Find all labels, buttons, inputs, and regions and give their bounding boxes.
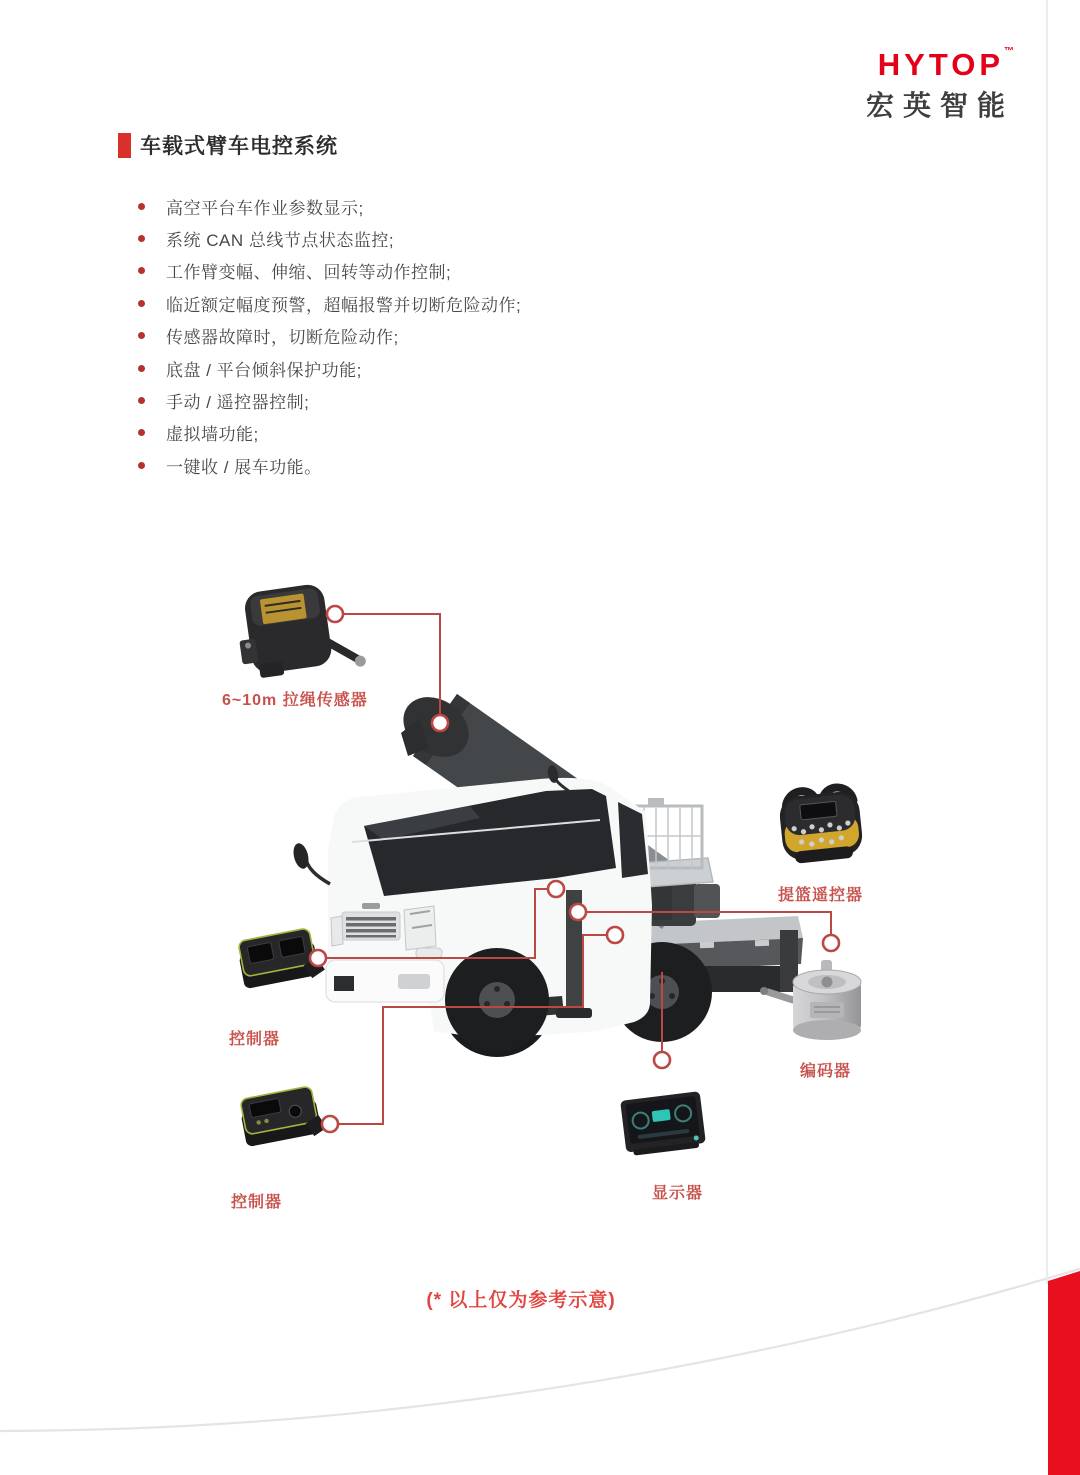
feature-text: 高空平台车作业参数显示; — [166, 198, 364, 218]
brand-chinese-name: 宏英智能 — [865, 90, 1014, 122]
feature-text: 手动 / 遥控器控制; — [166, 393, 310, 413]
brand-text: HYTOP — [877, 47, 1004, 82]
component-label-basket-remote: 提篮遥控器 — [778, 887, 864, 904]
reference-note: (* 以上仅为参考示意) — [426, 1290, 616, 1311]
trademark-symbol: ™ — [1004, 46, 1014, 57]
component-label-controller-lower: 控制器 — [231, 1194, 283, 1211]
feature-text: 虚拟墙功能; — [166, 425, 259, 445]
corner-accent — [1048, 1271, 1080, 1475]
remote-illustration — [777, 785, 864, 865]
feature-text: 一键收 / 展车功能。 — [166, 457, 322, 477]
feature-text: 临近额定幅度预警，超幅报警并切断危险动作; — [166, 295, 522, 315]
connector-node-display — [654, 1052, 670, 1068]
connector-node-rope-sensor — [327, 606, 343, 622]
connector-node-encoder — [823, 935, 839, 951]
connector-node-turret — [570, 904, 586, 920]
connector-node-controller-lower — [322, 1116, 338, 1132]
connector-node-controller-front — [310, 950, 326, 966]
feature-text: 工作臂变幅、伸缩、回转等动作控制; — [166, 263, 452, 283]
component-label-rope-sensor: 6~10m 拉绳传感器 — [222, 692, 368, 709]
connector-node-bed — [607, 927, 623, 943]
display-illustration — [620, 1091, 706, 1156]
connector-node-cab-rear — [548, 881, 564, 897]
connector-node-boom-tip — [432, 715, 448, 731]
component-label-controller-front: 控制器 — [229, 1031, 281, 1048]
component-label-display: 显示器 — [652, 1185, 704, 1202]
feature-text: 传感器故障时，切断危险动作; — [166, 328, 399, 348]
feature-text: 底盘 / 平台倾斜保护功能; — [166, 360, 362, 380]
rope-sensor-illustration — [233, 578, 367, 683]
component-label-encoder: 编码器 — [800, 1063, 852, 1080]
feature-text: 系统 CAN 总线节点状态监控; — [166, 231, 395, 251]
controller-lower-illustration — [238, 1084, 328, 1149]
truck-front-wheel — [445, 948, 549, 1052]
section-title: 车载式臂车电控系统 — [140, 135, 338, 158]
truck-illustration — [291, 685, 803, 1057]
right-edge-line — [1046, 0, 1048, 1284]
